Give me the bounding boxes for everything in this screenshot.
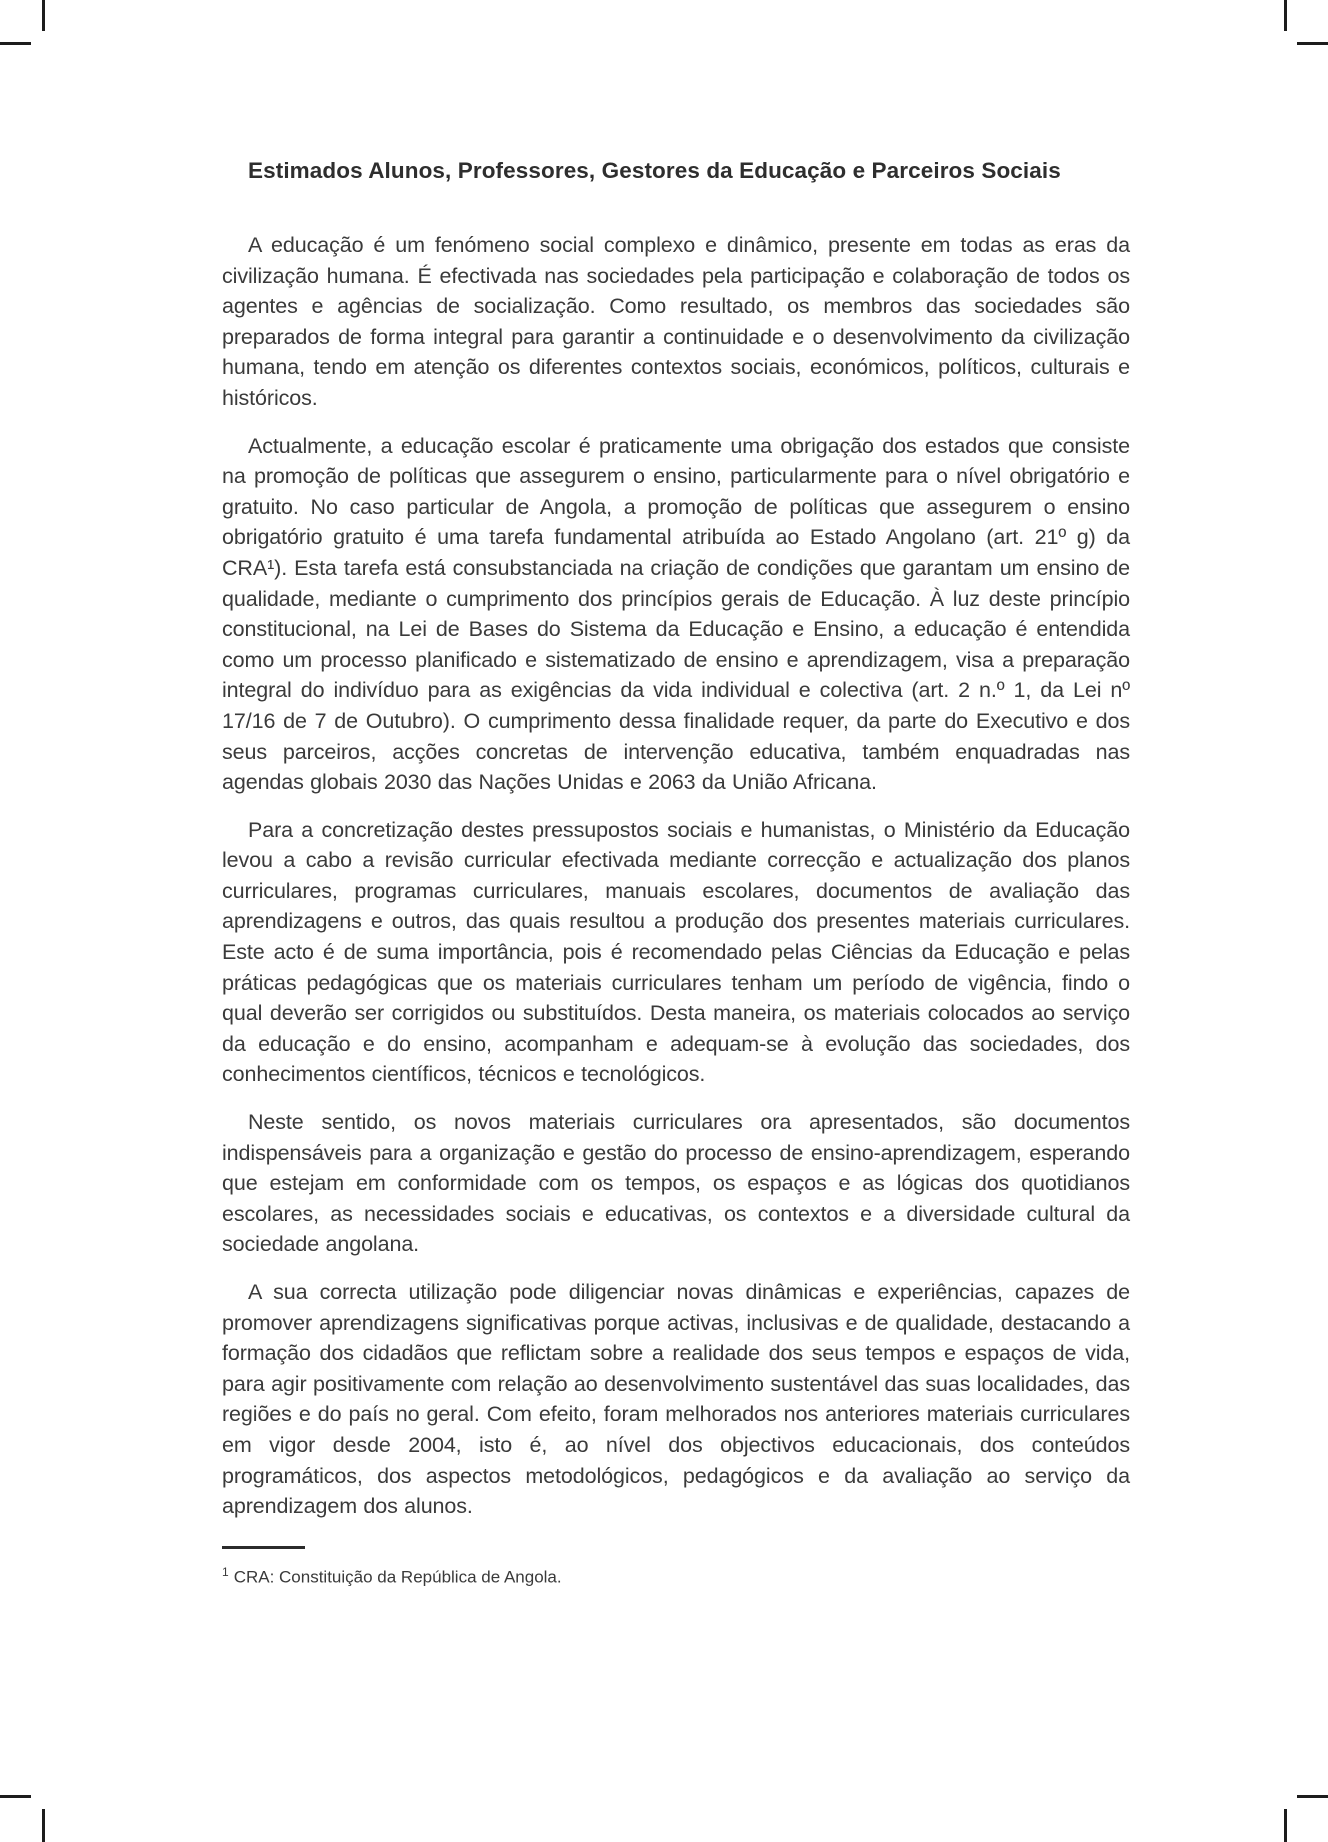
crop-mark-top-left-vertical bbox=[42, 0, 45, 31]
crop-mark-top-right-horizontal bbox=[1297, 42, 1328, 45]
crop-mark-bottom-left-horizontal bbox=[0, 1795, 31, 1798]
crop-mark-bottom-left-vertical bbox=[42, 1809, 45, 1842]
footnote-section bbox=[222, 1546, 1130, 1589]
footnote bbox=[222, 1561, 1130, 1589]
footnote-marker: 1 bbox=[222, 1564, 229, 1579]
crop-mark-top-right-vertical bbox=[1284, 0, 1287, 31]
crop-mark-bottom-right-vertical bbox=[1284, 1809, 1287, 1842]
document-title: Estimados Alunos, Professores, Gestores da Educação e Parceiros Sociais bbox=[248, 158, 1061, 183]
footnote-text: CRA: Constituição da República de Angola. bbox=[233, 1567, 562, 1587]
paragraph-4: Neste sentido, os novos materiais curriculares ora apresentados, são documentos indispensáveis para a organização e gestão do processo de ensino-aprendizagem, esperando que estejam em conformidade com os tempos, os espaços e as lógicas dos quotidianos escolares, as necessidades sociais e educativas, os contextos e a diversidade cultural da sociedade angolana. bbox=[222, 1110, 1130, 1257]
footnote-divider bbox=[222, 1546, 305, 1549]
paragraph-2: Actualmente, a educação escolar é praticamente uma obrigação dos estados que consiste na promoção de políticas que assegurem o ensino, particularmente para o nível obrigatório e gratuito. No caso particular de Angola, a promoção de políticas que assegurem o ensino obrigatório gratuito é uma tarefa fundamental atribuída ao Estado Angolano (art. 21º g) da CRA¹). Esta tarefa está consubstanciada na criação de condições que garantam um ensino de qualidade, mediante o cumprimento dos princípios gerais de Educação. À luz deste princípio constitucional, na Lei de Bases do Sistema da Educação e Ensino, a educação é entendida como um processo planificado e sistematizado de ensino e aprendizagem, visa a preparação integral do indivíduo para as exigências da vida individual e colectiva (art. 2 n.º 1, da Lei nº 17/16 de 7 de Outubro). O cumprimento dessa finalidade requer, da parte do Executivo e dos seus parceiros, acções concretas de intervenção educativa, também enquadradas nas agendas globais 2030 das Nações Unidas e 2063 da União Africana. bbox=[222, 433, 1130, 795]
crop-mark-bottom-right-horizontal bbox=[1297, 1795, 1328, 1798]
crop-mark-top-left-horizontal bbox=[0, 42, 31, 45]
paragraph-1: A educação é um fenómeno social complexo e dinâmico, presente em todas as eras da civilização humana. É efectivada nas sociedades pela participação e colaboração de todos os agentes e agências de socialização. Como resultado, os membros das sociedades são preparados de forma integral para garantir a continuidade e o desenvolvimento da civilização humana, tendo em atenção os diferentes contextos sociais, económicos, políticos, culturais e históricos. bbox=[222, 233, 1130, 410]
page-body bbox=[222, 158, 1130, 1588]
paragraph-5: A sua correcta utilização pode diligenciar novas dinâmicas e experiências, capazes de promover aprendizagens significativas porque activas, inclusivas e de qualidade, destacando a formação dos cidadãos que reflictam sobre a realidade dos seus tempos e espaços de vida, para agir positivamente com relação ao desenvolvimento sustentável das suas localidades, das regiões e do país no geral. Com efeito, foram melhorados nos anteriores materiais curriculares em vigor desde 2004, isto é, ao nível dos objectivos educacionais, dos conteúdos programáticos, dos aspectos metodológicos, pedagógicos e da avaliação ao serviço da aprendizagem dos alunos. bbox=[222, 1280, 1130, 1519]
paragraph-3: Para a concretização destes pressupostos sociais e humanistas, o Ministério da Educação levou a cabo a revisão curricular efectivada mediante correcção e actualização dos planos curriculares, programas curriculares, manuais escolares, documentos de avaliação das aprendizagens e outros, das quais resultou a produção dos presentes materiais curriculares. Este acto é de suma importância, pois é recomendado pelas Ciências da Educação e pelas práticas pedagógicas que os materiais curriculares tenham um período de vigência, findo o qual deverão ser corrigidos ou substituídos. Desta maneira, os materiais colocados ao serviço da educação e do ensino, acompanham e adequam-se à evolução das sociedades, dos conhecimentos científicos, técnicos e tecnológicos. bbox=[222, 817, 1130, 1087]
